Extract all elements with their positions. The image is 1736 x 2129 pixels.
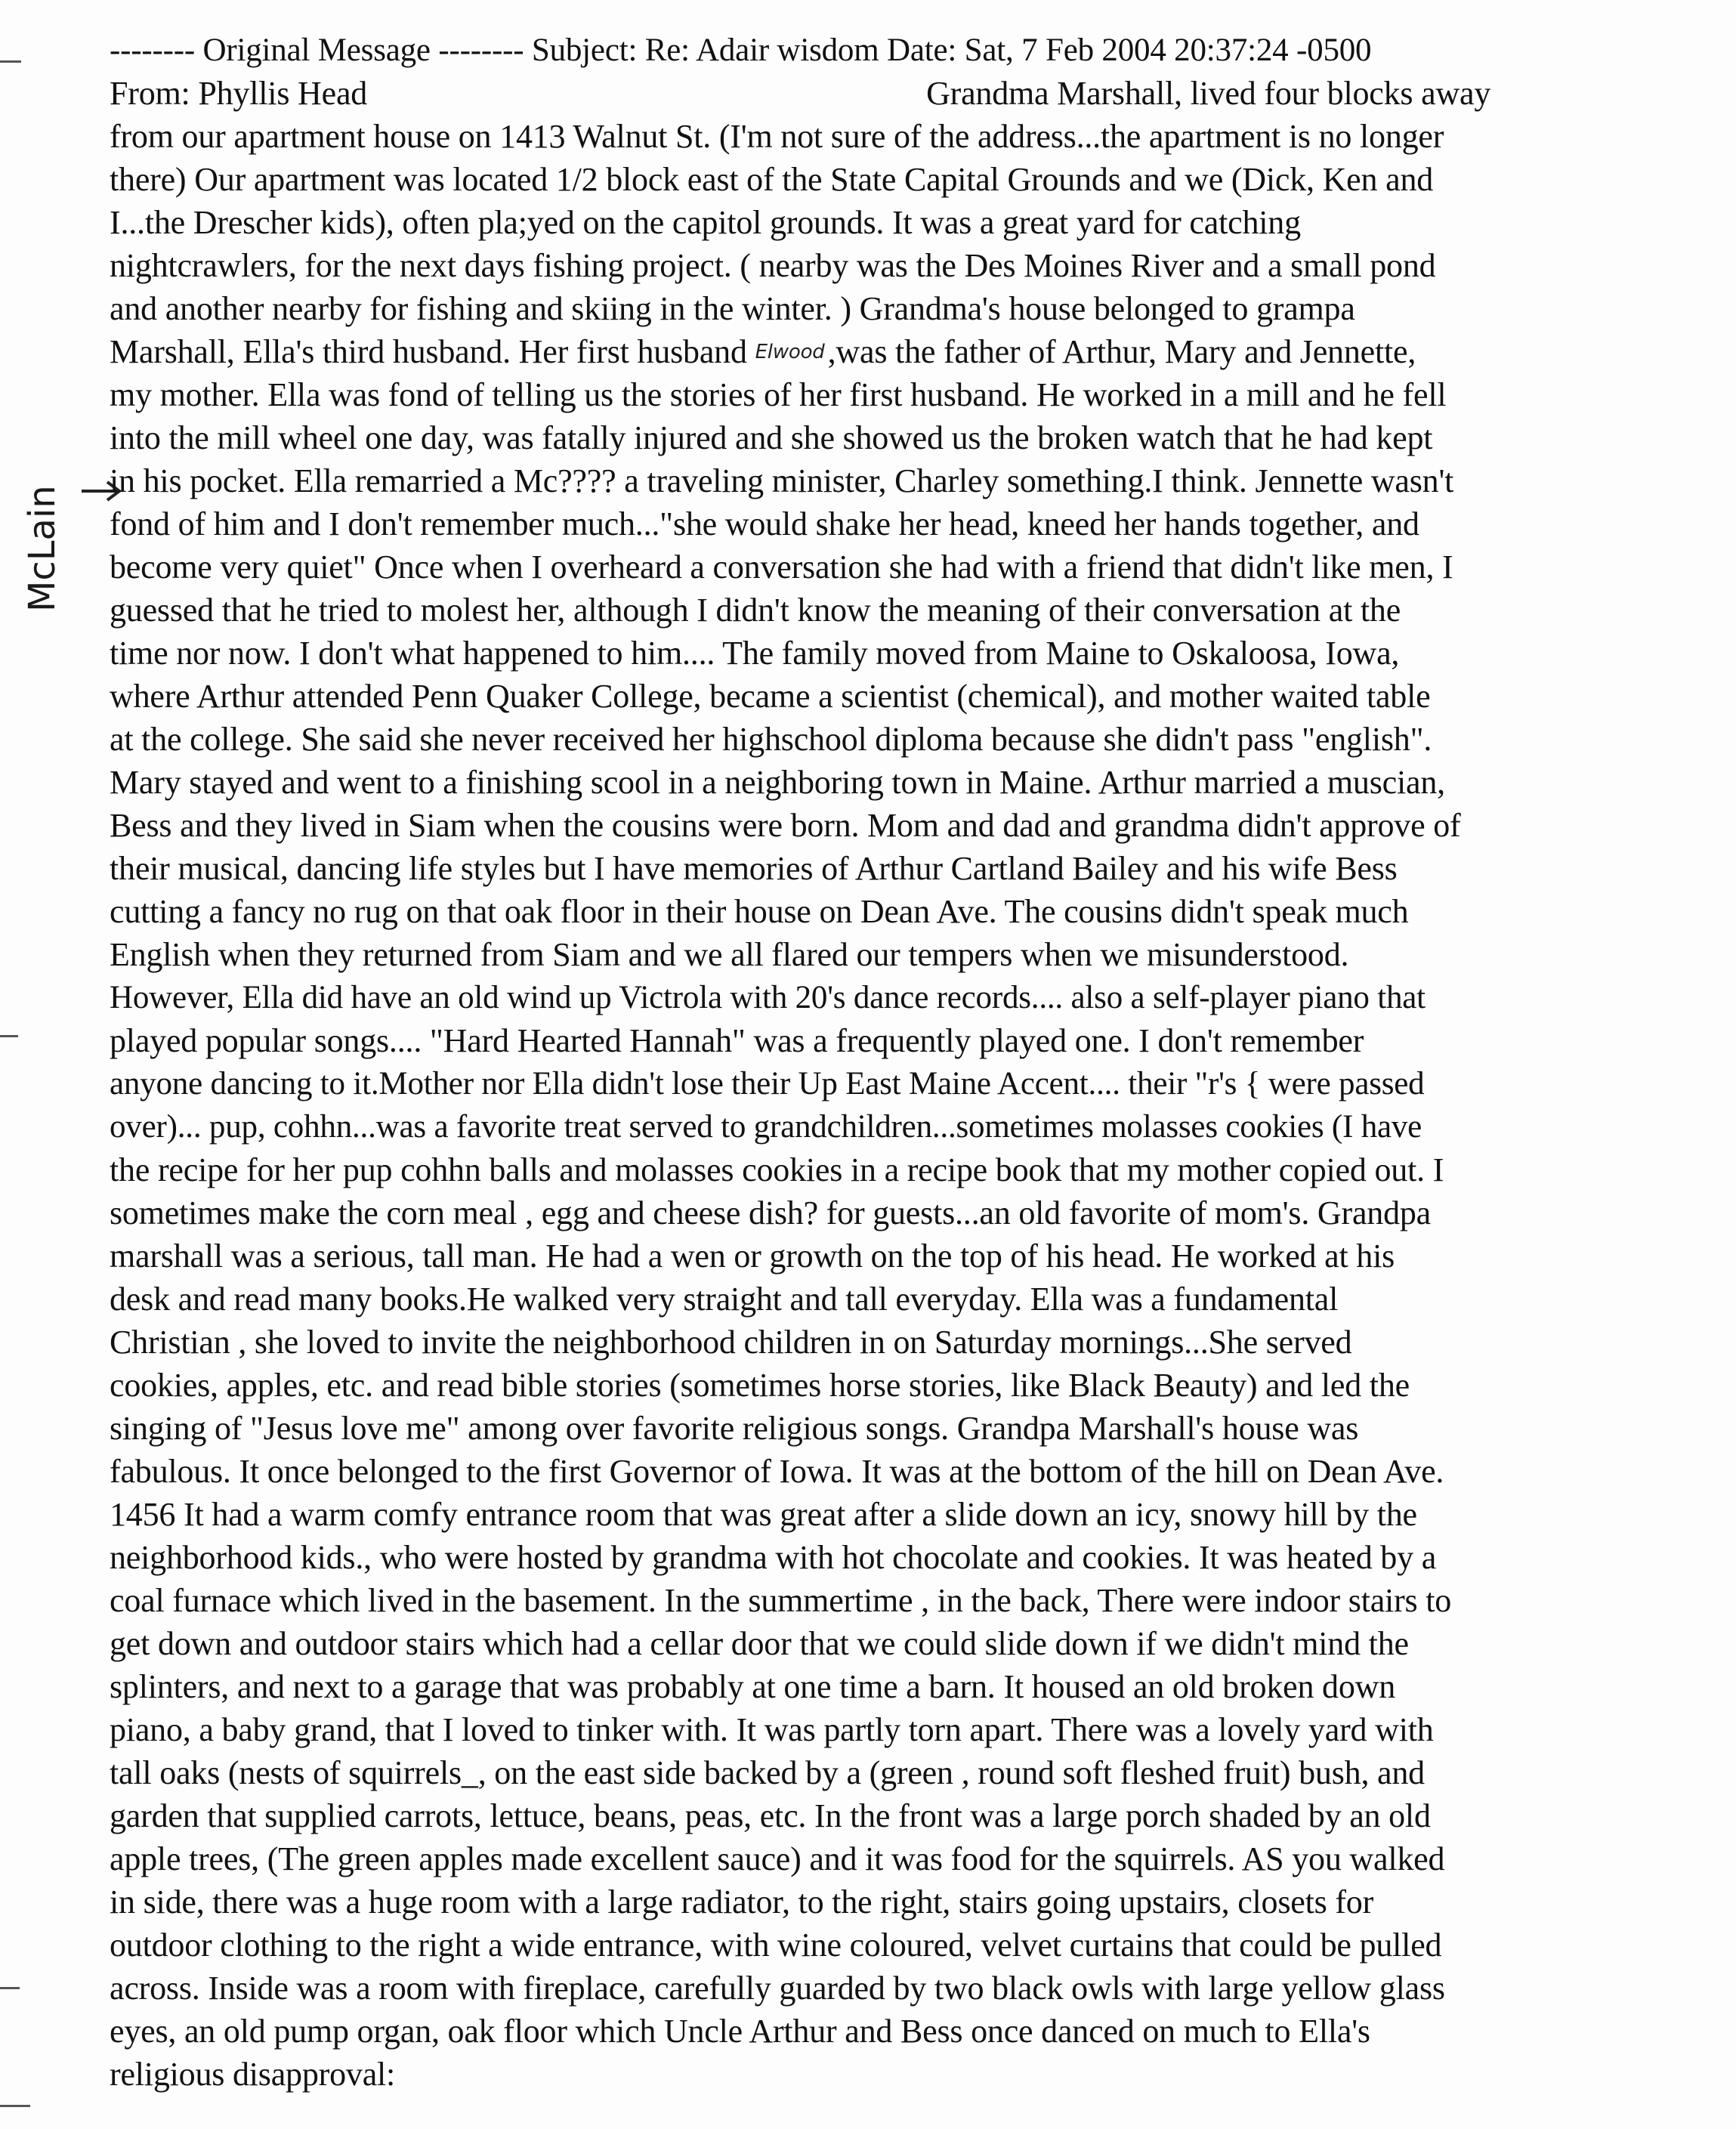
text-line: outdoor clothing to the right a wide entrance, with wine coloured, velvet curtains that could be pulled [110,1927,1442,1964]
margin-annotation [14,446,104,627]
from-label: From: Phyllis Head [110,75,368,112]
text-line: cutting a fancy no rug on that oak floor in their house on Dean Ave. The cousins didn't speak much [110,893,1409,930]
text-line: and another nearby for fishing and skiing in the winter. ) Grandma's house belonged to grampa [110,290,1355,327]
text-line: into the mill wheel one day, was fatally injured and she showed us the broken watch that he had kept [110,419,1433,456]
text-line: splinters, and next to a garage that was probably at one time a barn. It housed an old broken down [110,1668,1396,1705]
email-header-line: -------- Original Message -------- Subject: Re: Adair wisdom Date: Sat, 7 Feb 2004 20:37:24 -0500 [110,32,1372,68]
text-line: tall oaks (nests of squirrels_, on the east side backed by a (green , round soft fleshed fruit) bush, and [110,1754,1425,1791]
text-line: time nor now. I don't what happened to him.... The family moved from Maine to Oskaloosa, Iowa, [110,635,1400,672]
text-line: coal furnace which lived in the basement. In the summertime , in the back, There were indoor stairs to [110,1582,1452,1619]
text-line: I...the Drescher kids), often pla;yed on the capitol grounds. It was a great yard for catching [110,204,1301,241]
text-line: the recipe for her pup cohhn balls and molasses cookies in a recipe book that my mother copied out. I [110,1151,1444,1188]
text-line: in side, there was a huge room with a large radiator, to the right, stairs going upstairs, closets for [110,1883,1374,1920]
text-line: cookies, apples, etc. and read bible stories (sometimes horse stories, like Black Beauty) and led the [110,1367,1410,1404]
text-line: neighborhood kids., who were hosted by grandma with hot chocolate and cookies. It was heated by a [110,1539,1437,1576]
text-line: Grandma Marshall, lived four blocks away [926,75,1491,112]
text-line: over)... pup, cohhn...was a favorite treat served to grandchildren...sometimes molasses cookies (I have [110,1109,1422,1145]
email-body [110,29,1681,2096]
text-line: guessed that he tried to molest her, although I didn't know the meaning of their conversation at the [110,592,1401,629]
text-line: Christian , she loved to invite the neighborhood children in on Saturday mornings...She served [110,1324,1352,1361]
email-from-line [110,72,1681,115]
text-line: However, Ella did have an old wind up Victrola with 20's dance records.... also a self-player piano that [110,980,1426,1015]
text-line: marshall was a serious, tall man. He had a wen or growth on the top of his head. He worked at his [110,1238,1395,1275]
text-line-with-insertion: Marshall, Ella's third husband. Her first husband Elwood,was the father of Arthur, Mary and Jennette, [110,333,1416,370]
text-line: garden that supplied carrots, lettuce, beans, peas, etc. In the front was a large porch shaded by an old [110,1797,1431,1834]
text-line: at the college. She said she never received her highschool diploma because she didn't pass "english". [110,721,1432,758]
text-line: English when they returned from Siam and we all flared our tempers when we misunderstood. [110,936,1349,973]
text-line: Bess and they lived in Siam when the cousins were born. Mom and dad and grandma didn't approve of [110,807,1461,844]
text-line: desk and read many books.He walked very straight and tall everyday. Ella was a fundamental [110,1281,1339,1318]
scan-mark [0,1987,20,1989]
text-line: across. Inside was a room with fireplace, carefully guarded by two black owls with large yellow glass [110,1970,1445,2007]
handwritten-insertion: Elwood [755,341,825,363]
text-line: fond of him and I don't remember much..."she would shake her head, kneed her hands together, and [110,505,1419,542]
text-line: eyes, an old pump organ, oak floor which Uncle Arthur and Bess once danced on much to Ella's [110,2013,1370,2050]
text-line: nightcrawlers, for the next days fishing project. ( nearby was the Des Moines River and a small pond [110,247,1436,284]
scan-mark [0,1035,18,1037]
text-line: sometimes make the corn meal , egg and cheese dish? for guests...an old favorite of mom's. Grandpa [110,1194,1432,1231]
handwritten-margin-name: McLain [21,485,63,612]
text-line: where Arthur attended Penn Quaker College, became a scientist (chemical), and mother waited table [110,678,1431,715]
text-line: anyone dancing to it.Mother nor Ella didn't lose their Up East Maine Accent.... their "r's { were passed [110,1066,1425,1102]
text-line: apple trees, (The green apples made excellent sauce) and it was food for the squirrels. AS you walked [110,1840,1445,1877]
text-line: from our apartment house on 1413 Walnut St. (I'm not sure of the address...the apartment is no longer [110,118,1444,155]
text-line: there) Our apartment was located 1/2 block east of the State Capital Grounds and we (Dick, Ken and [110,161,1434,198]
text-line: in his pocket. Ella remarried a Mc???? a traveling minister, Charley something.I think. Jennette wasn't [110,462,1454,499]
text-line: played popular songs.... "Hard Hearted Hannah" was a frequently played one. I don't remember [110,1022,1364,1059]
text-line: 1456 It had a warm comfy entrance room that was great after a slide down an icy, snowy hill by the [110,1496,1417,1533]
text-line: Mary stayed and went to a finishing scool in a neighboring town in Maine. Arthur married a muscian, [110,764,1445,801]
text-line: religious disapproval: [110,2056,396,2093]
text-line: fabulous. It once belonged to the first Governor of Iowa. It was at the bottom of the hill on Dean Ave. [110,1453,1444,1490]
text-line: their musical, dancing life styles but I have memories of Arthur Cartland Bailey and his wife Bess [110,850,1398,887]
text-line: singing of "Jesus love me" among over favorite religious songs. Grandpa Marshall's house was [110,1410,1359,1447]
scan-mark [0,60,21,63]
text-line: piano, a baby grand, that I loved to tinker with. It was partly torn apart. There was a lovely yard with [110,1711,1434,1748]
text-line: become very quiet" Once when I overheard a conversation she had with a friend that didn't like men, I [110,548,1453,586]
text-line: my mother. Ella was fond of telling us the stories of her first husband. He worked in a mill and he fell [110,376,1447,413]
text-line: get down and outdoor stairs which had a cellar door that we could slide down if we didn't mind the [110,1625,1409,1662]
scan-mark [0,2105,30,2107]
